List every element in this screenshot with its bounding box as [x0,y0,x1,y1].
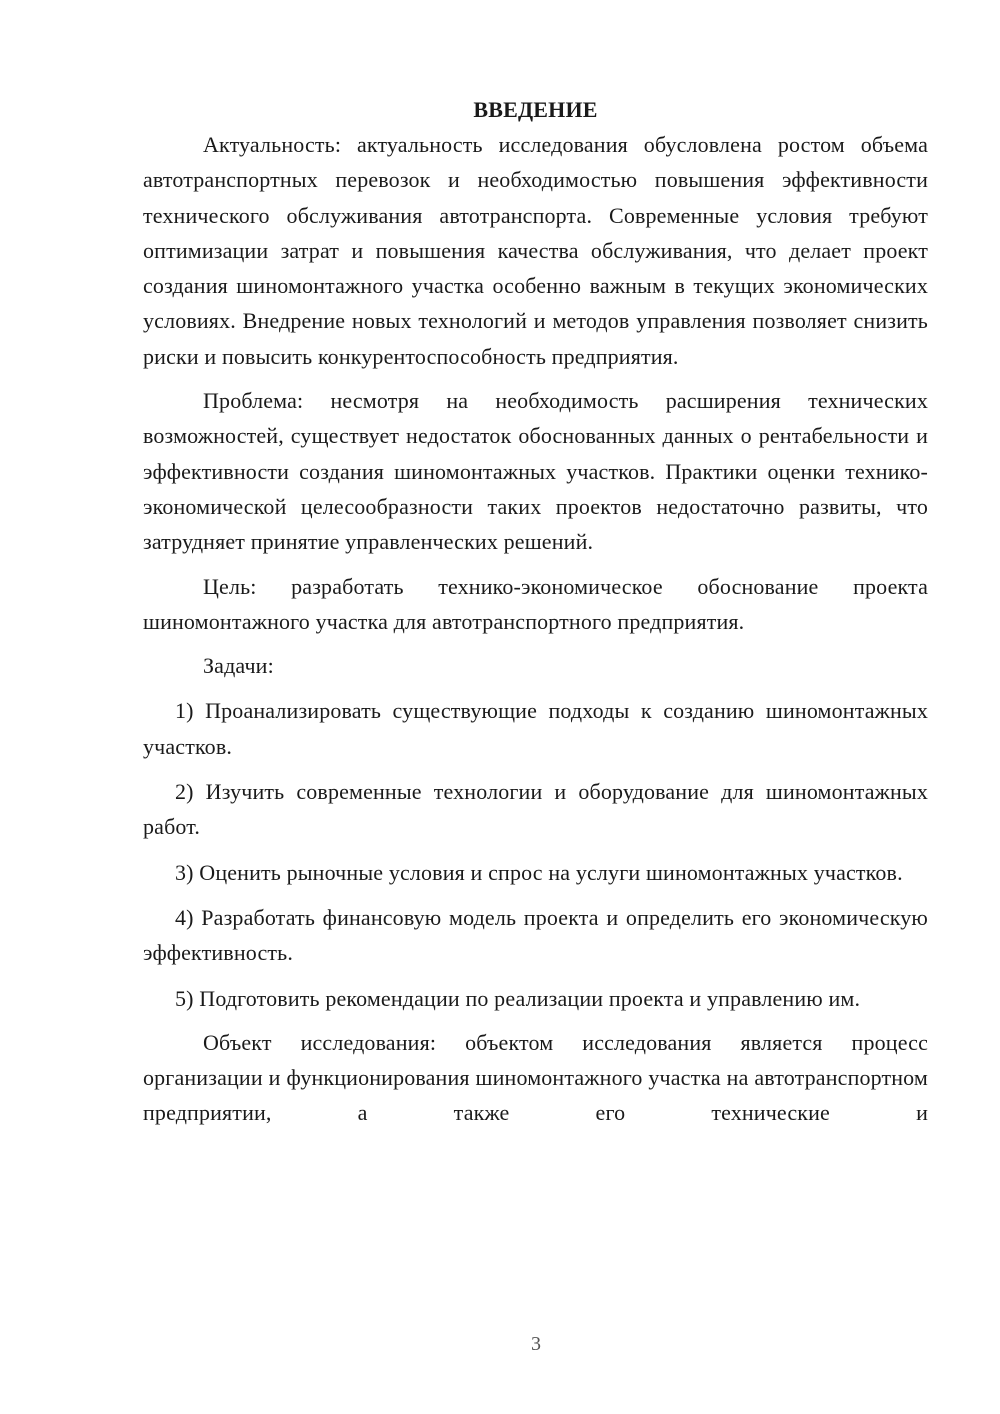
tasks-label: Задачи: [203,653,274,679]
task-item-5: 5) Подготовить рекомендации по реализации проекта и управлению им. [175,985,861,1011]
paragraph-problem: Проблема: несмотря на необходимость расширения технических возможностей, существует недостаток обоснованных данных о рентабельности и эффективности создания шиномонтажных участков. Практики оценки технико-экономической целесообразности таких проектов недостаточно развиты, что затрудняет принятие управленческих решений. [143,388,928,555]
task-item-1: 1) Проанализировать существующие подходы к созданию шиномонтажных участков. [143,698,928,759]
task-item-3: 3) Оценить рыночные условия и спрос на услуги шиномонтажных участков. [175,859,903,885]
paragraph-relevance: Актуальность: актуальность исследования обусловлена ростом объема автотранспортных перевозок и необходимостью повышения эффективности технического обслуживания автотранспорта. Современные условия требуют оптимизации затрат и повышения качества обслуживания, что делает проект создания шиномонтажного участка особенно важным в текущих экономических условиях. Внедрение новых технологий и методов управления позволяет снизить риски и повысить конкурентоспособность предприятия. [143,132,928,369]
task-item-4: 4) Разработать финансовую модель проекта и определить его экономическую эффективность. [143,904,928,966]
page-number: 3 [531,1333,541,1355]
paragraph-object: Объект исследования: объектом исследования является процесс организации и функционирования шиномонтажного участка на автотранспортном предприятии, а также его технические и [143,1029,928,1126]
page-title: ВВЕДЕНИЕ [473,97,598,122]
document-page [143,92,928,1131]
paragraph-goal: Цель: разработать технико-экономическое обоснование проекта шиномонтажного участка для автотранспортного предприятия. [143,573,928,634]
task-item-2: 2) Изучить современные технологии и оборудование для шиномонтажных работ. [143,779,928,840]
